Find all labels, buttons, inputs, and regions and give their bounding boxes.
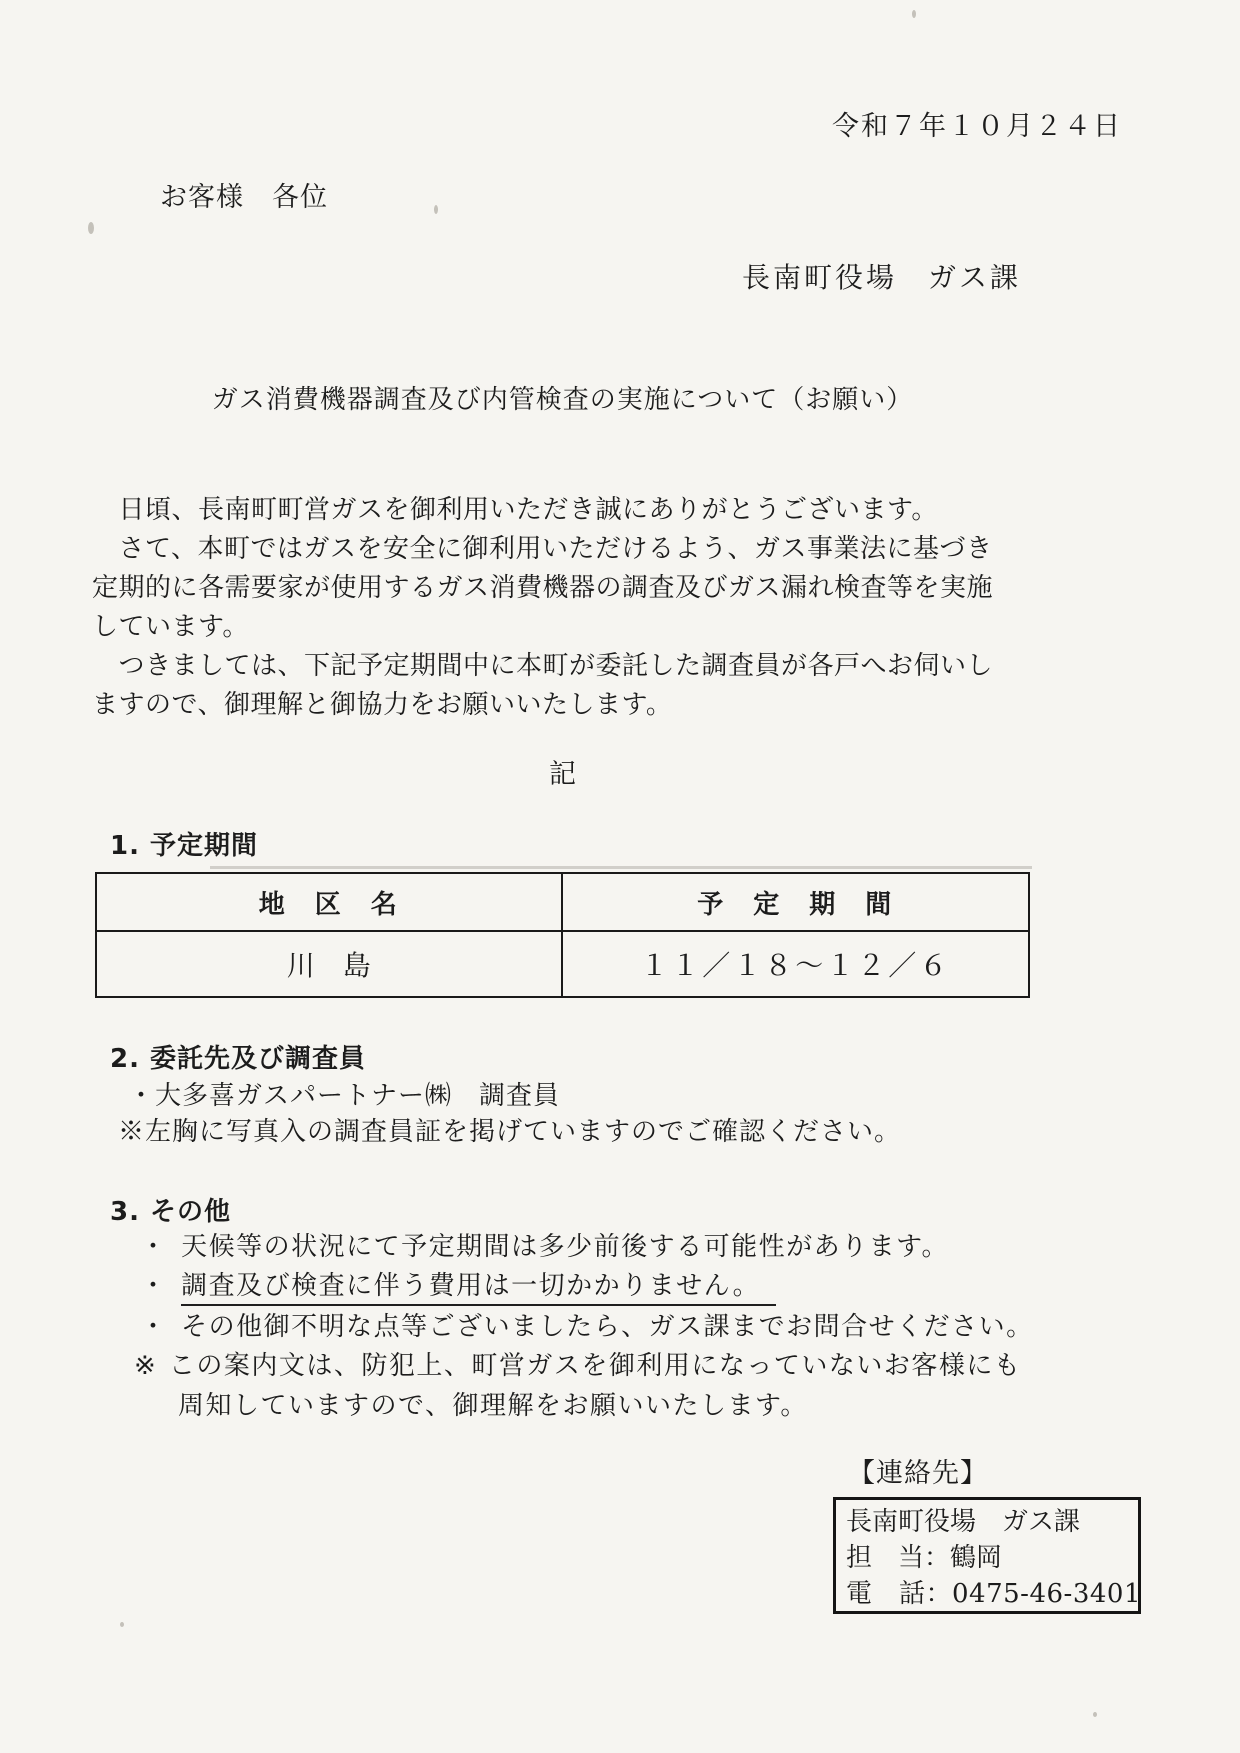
bullet-dot: ・ — [140, 1312, 167, 1342]
document-date: 令和７年１０月２４日 — [832, 111, 1122, 142]
table-cell-period: １１／１８～１２／６ — [640, 949, 951, 982]
list-item-text: この案内文は、防犯上、町営ガスを御利用になっていないお客様にも — [168, 1351, 1022, 1381]
list-item-continuation — [178, 1390, 808, 1423]
scan-speck — [88, 222, 94, 234]
contact-phone: 電 話：0475-46-3401 — [846, 1579, 1141, 1609]
list-item — [140, 1231, 949, 1264]
list-item-text: 周知していますので、御理解をお願いいたします。 — [178, 1391, 808, 1421]
contact-office: 長南町役場 ガス課 — [846, 1507, 1081, 1537]
sender-line: 長南町役場 ガス課 — [742, 261, 1022, 294]
table-header-district: 地 区 名 — [97, 874, 563, 932]
body-line: つきましては、下記予定期間中に本町が委託した調査員が各戸へお伺いし — [92, 651, 994, 681]
section2-heading: 2. 委託先及び調査員 — [110, 1044, 367, 1074]
body-line: さて、本町ではガスを安全に御利用いただけるよう、ガス事業法に基づき — [92, 534, 993, 564]
section2-line: ・大多喜ガスパートナー㈱ 調査員 — [128, 1081, 561, 1111]
scan-speck — [120, 1622, 124, 1627]
list-item-text: 天候等の状況にて予定期間は多少前後する可能性があります。 — [181, 1232, 950, 1262]
section1-heading: 1. 予定期間 — [110, 831, 259, 861]
section2-line: ※左胸に写真入の調査員証を掲げていますのでご確認ください。 — [118, 1117, 902, 1147]
ki-marker: 記 — [549, 759, 576, 790]
body-line: しています。 — [92, 612, 249, 642]
body-line: ますので、御理解と御協力をお願いいたします。 — [92, 690, 673, 720]
recipient-line: お客様 各位 — [160, 182, 328, 213]
bullet-asterisk: ※ — [134, 1351, 156, 1381]
table-cell-district: 川 島 — [97, 932, 563, 996]
list-item — [134, 1350, 1021, 1383]
bullet-dot: ・ — [140, 1232, 167, 1262]
table-header-period: 予 定 期 間 — [563, 874, 1029, 932]
document-title: ガス消費機器調査及び内管検査の実施について（お願い） — [211, 385, 914, 415]
scan-speck — [434, 205, 438, 214]
list-item — [140, 1270, 776, 1303]
list-item-text: その他御不明な点等ございましたら、ガス課までお問合せください。 — [181, 1312, 1034, 1342]
contact-person: 担 当：鶴岡 — [846, 1543, 1003, 1573]
list-item — [140, 1311, 1034, 1344]
schedule-table — [95, 872, 1030, 998]
scan-speck — [912, 10, 916, 18]
scan-speck — [1093, 1712, 1097, 1717]
body-line: 日頃、長南町町営ガスを御利用いただき誠にありがとうございます。 — [92, 495, 938, 525]
contact-box — [833, 1497, 1141, 1614]
bullet-dot: ・ — [140, 1271, 167, 1301]
section3-heading: 3. その他 — [110, 1197, 232, 1227]
body-line: 定期的に各需要家が使用するガス消費機器の調査及びガス漏れ検査等を実施 — [92, 573, 994, 603]
contact-label: 【連絡先】 — [848, 1458, 988, 1489]
scan-artifact-line — [210, 866, 1032, 869]
list-item-text-underlined: 調査及び検査に伴う費用は一切かかりません。 — [181, 1271, 776, 1306]
